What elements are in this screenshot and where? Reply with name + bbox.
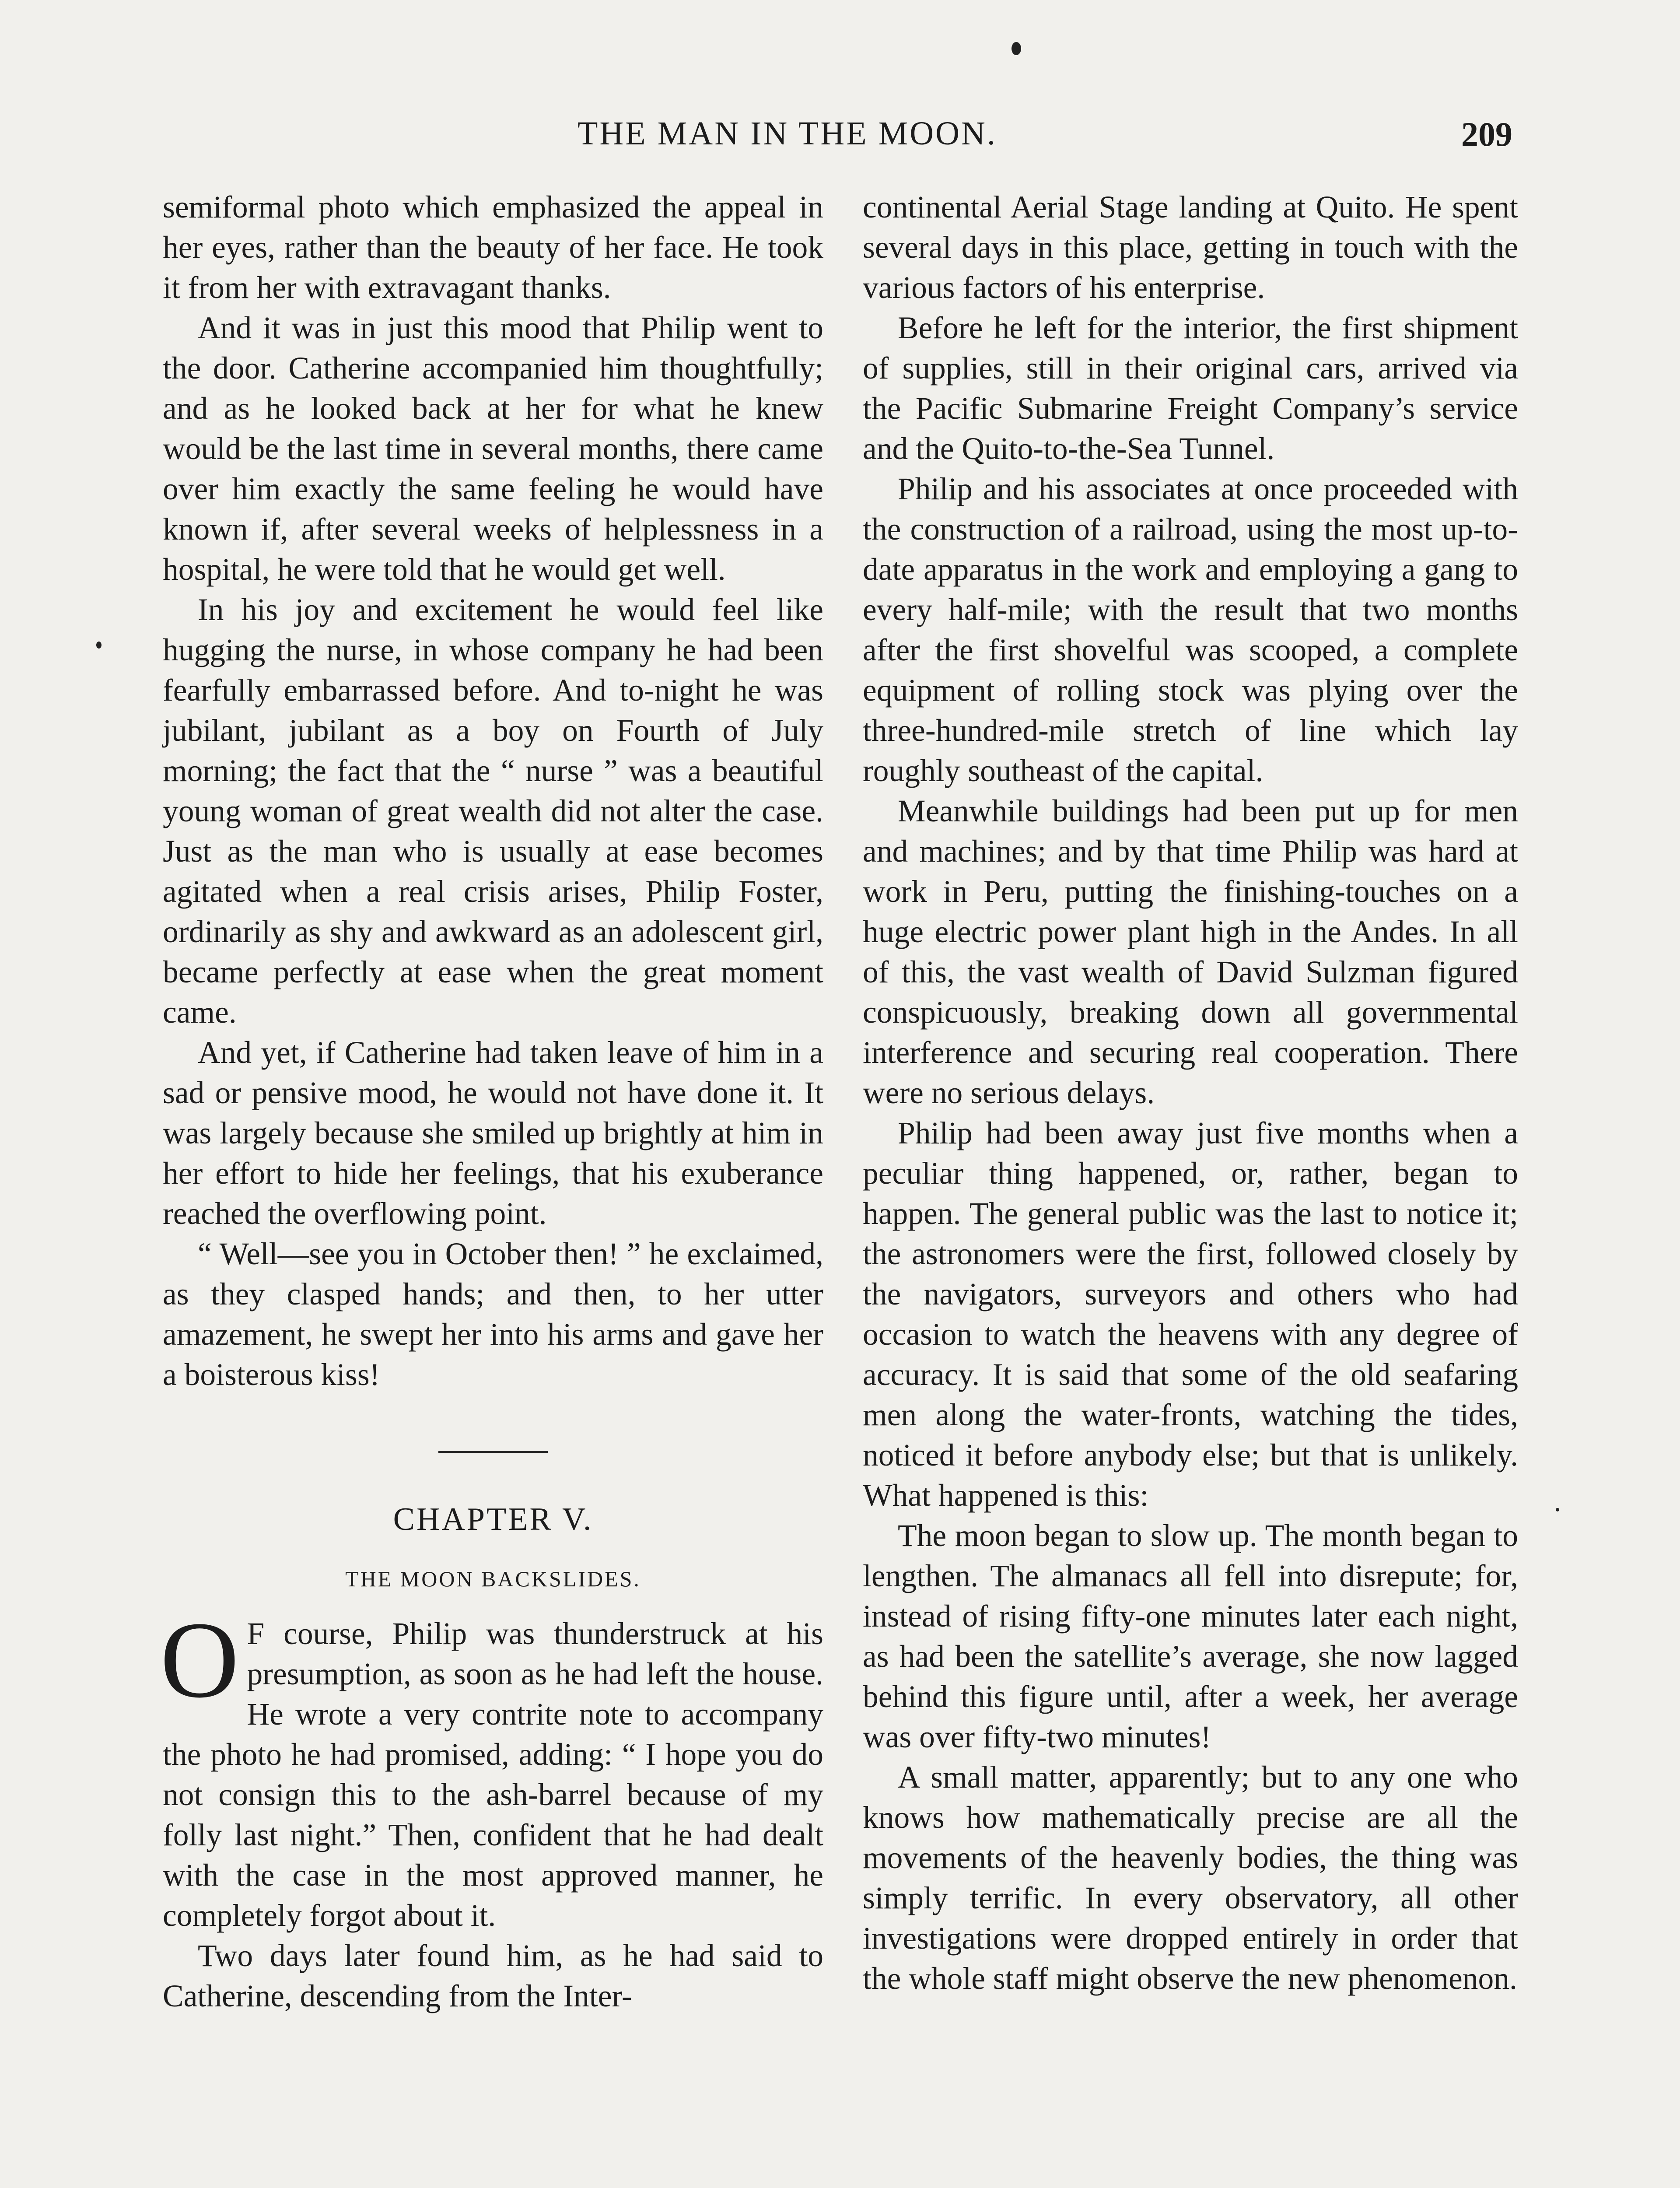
left-column — [160, 187, 823, 2016]
paragraph: “ Well—see you in October then! ” he exclaimed, as they clasped hands; and then, to her utter amazement, he swept her into his arms and gave her a boisterous kiss! — [163, 1237, 823, 1392]
section-divider — [438, 1451, 548, 1453]
drop-cap: O — [160, 1599, 239, 1721]
paragraph: continental Aerial Stage landing at Quito. He spent several days in this place, getting in touch with the various factors of his enterprise. — [863, 190, 1518, 305]
paragraph: Before he left for the interior, the first shipment of supplies, still in their original cars, arrived via the Pacific Submarine Freight Company’s service and the Quito-to-the-Sea Tunnel. — [863, 311, 1518, 466]
paragraph: And yet, if Catherine had taken leave of him in a sad or pensive mood, he would not have done it. It was largely because she smiled up brightly at him in her effort to hide her feelings, that his exuberance reached the overflowing point. — [163, 1035, 823, 1231]
paragraph: Philip had been away just five months when a peculiar thing happened, or, rather, began to happen. The general public was the last to notice it; the astronomers were the first, followed closely by the navigators, surveyors and others who had occasion to watch the heavens with any degree of accuracy. It is said that some of the old seafaring men along the water-fronts, watching the tides, noticed it before anybody else; but that is unlikely. What happened is this: — [863, 1116, 1518, 1513]
chapter-opening-text: F course, Philip was thunderstruck at his presumption, as soon as he had left the house. He wrote a very contrite note to accompany the photo he had promised, adding: “ I hope you do not consign this to the ash-barrel because of my folly last night.” Then, confident that he had dealt with the case in the most approved manner, he completely forgot about it. — [163, 1616, 823, 1933]
paragraph: The moon began to slow up. The month began to lengthen. The almanacs all fell into disrepute; for, instead of rising fifty-one minutes later each night, as had been the satellite’s average, she now lagged behind this figure until, after a week, her average was over fifty-two minutes! — [863, 1518, 1518, 1754]
paragraph: Two days later found him, as he had said to Catherine, descending from the Inter- — [163, 1939, 823, 2013]
ink-speck — [1556, 1508, 1559, 1511]
ink-speck — [96, 642, 102, 649]
paragraph: In his joy and excitement he would feel like hugging the nurse, in whose company he had been fearfully embarrassed before. And to-night he was jubilant, jubilant as a boy on Fourth of July morning; the fact that the “ nurse ” was a beautiful young woman of great wealth did not alter the case. Just as the man who is usually at ease becomes agitated when a real crisis arises, Philip Foster, ordinarily as shy and awkward as an adolescent girl, became perfectly at ease when the great moment came. — [163, 593, 823, 1030]
ink-speck — [1012, 42, 1021, 55]
page-number: 209 — [1461, 115, 1512, 153]
chapter-subtitle: THE MOON BACKSLIDES. — [345, 1567, 641, 1591]
paragraph: Meanwhile buildings had been put up for men and machines; and by that time Philip was hard at work in Peru, putting the finishing-touches on a huge electric power plant high in the Andes. In all of this, the vast wealth of David Sulzman figured conspicuously, breaking down all governmental interference and securing real cooperation. There were no serious delays. — [863, 794, 1518, 1110]
running-title: THE MAN IN THE MOON. — [578, 115, 997, 152]
chapter-opening-paragraph — [160, 1599, 823, 1936]
paragraph: And it was in just this mood that Philip went to the door. Catherine accompanied him thoughtfully; and as he looked back at her for what he knew would be the last time in several months, there came over him exactly the same feeling he would have known if, after several weeks of helplessness in a hospital, he were told that he would get well. — [163, 311, 823, 587]
right-column — [863, 187, 1518, 1999]
paragraph: Philip and his associates at once proceeded with the construction of a railroad, using the most up-to-date apparatus in the work and employing a gang to every half-mile; with the result that two months after the first shovelful was scooped, a complete equipment of rolling stock was plying over the three-hundred-mile stretch of line which lay roughly southeast of the capital. — [863, 472, 1518, 788]
running-head — [0, 115, 1680, 154]
paragraph: A small matter, apparently; but to any one who knows how mathematically precise are all the movements of the heavenly bodies, the thing was simply terrific. In every observatory, all other investigations were dropped entirely in order that the whole staff might observe the new phenomenon. — [863, 1760, 1518, 1996]
paragraph: semiformal photo which emphasized the appeal in her eyes, rather than the beauty of her face. He took it from her with extravagant thanks. — [163, 190, 823, 305]
chapter-title: CHAPTER V. — [393, 1501, 593, 1537]
